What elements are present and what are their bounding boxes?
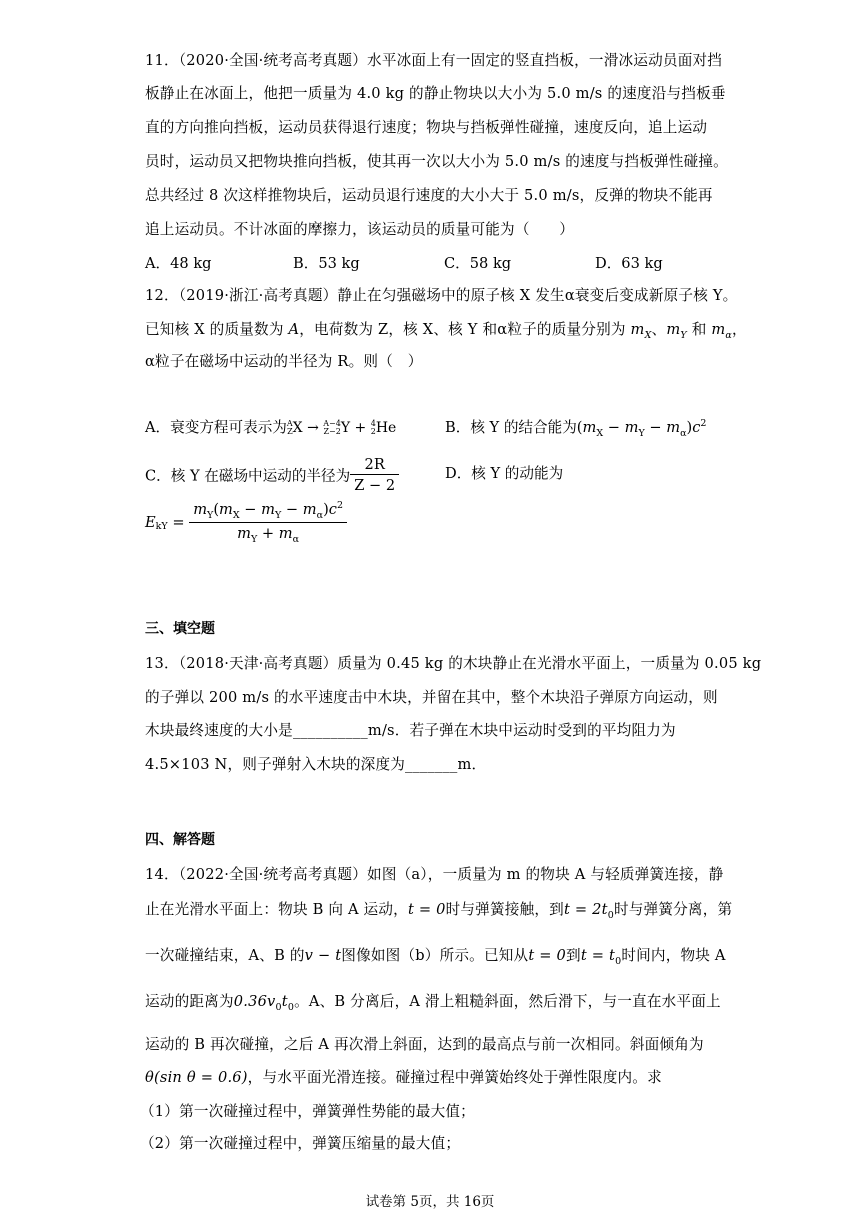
q11-line-4: 员时，运动员又把物块推向挡板，使其再一次以大小为 5.0 m/s 的速度与挡板弹性碰撞。 [145,153,728,170]
q13-line-2: 的子弹以 200 m/s 的水平速度击中木块，并留在其中，整个木块沿子弹原方向运动，则 [145,689,718,706]
q14-line-3-text-e: 到 [566,947,581,964]
q14-line-2-text-a: 止在光滑水平面上：物块 B 向 A 运动， [145,901,408,918]
q14-line-6-text-b: ，与水平面光滑连接。碰撞过程中弹簧始终处于弹性限度内。求 [247,1069,662,1086]
q11-option-b: B．53 kg [293,255,360,272]
q11-option-c: C．58 kg [444,255,512,272]
q12-line-2-text-e: ， [732,321,747,338]
q11-option-d: D．63 kg [595,255,663,272]
q11-option-a: A．48 kg [145,255,212,272]
radius-numerator: 2R [350,456,399,475]
section-3-title: 三、填空题 [145,621,215,637]
q14-v-t: v − t [304,947,342,964]
q14-line-3-text-g: 时间内，物块 A [621,947,726,964]
decay-equation: A ZX → A−4 Z−2Y + 4 2He [286,419,397,436]
q14-distance-t0: t [281,993,288,1010]
radius-denominator: Z − 2 [354,477,396,494]
q11-line-5: 总共经过 8 次这样推物块后，运动员退行速度的大小大于 5.0 m/s，反弹的物块不能再 [145,187,713,204]
q12-line-2-text-a: 已知核 X 的质量数为 [145,321,289,338]
q14-t-equals-0: t = 0 [407,901,446,918]
q14-distance-v0: 0.36v [233,993,276,1010]
q12-option-a-label: A．衰变方程可表示为 [145,419,287,436]
q14-t-equals-t0: t = t [580,947,616,964]
radius-fraction [350,456,399,494]
q14-line-4-text-a: 运动的距离为 [145,993,234,1010]
q12-option-a [145,416,396,437]
q11-line-1: 11．（2020·全国·统考高考真题）水平冰面上有一固定的竖直挡板，一滑冰运动员面对挡 [145,52,723,69]
q12-line-2-text-d: 和 [686,321,712,338]
q14-line-1: 14．（2022·全国·统考高考真题）如图（a），一质量为 m 的物块 A 与轻质弹簧连接，静 [145,866,724,883]
q13-line-4: 4.5×103 N，则子弹射入木块的深度为_______m． [145,756,487,773]
q14-line-3-text-a: 一次碰撞结束，A、B 的 [145,947,305,964]
q14-t-equals-2t0: t = 2t [563,901,608,918]
q11-line-6: 追上运动员。不计冰面的摩擦力，该运动员的质量可能为（ ） [145,221,575,238]
q11-line-2: 板静止在冰面上，他把一质量为 4.0 kg 的静止物块以大小为 5.0 m/s 的速度沿与挡板垂 [145,85,726,102]
binding-energy-formula: $(m_X - m_Y - m_\alpha)c^2$ [576,418,707,439]
q14-line-2-text-e: 时与弹簧分离，第 [613,901,733,918]
q14-line-3-text-c: 图像如图（b）所示。已知从 [341,947,529,964]
q12-line-3: α粒子在磁场中运动的半径为 R。则（ ） [145,353,423,370]
page-footer: 试卷第 5页，共 16页 [365,1194,495,1210]
section-4-title: 四、解答题 [145,832,215,848]
kinetic-energy-formula: $E_{kY}$ = $\frac{m_Y(m_X - m_Y - m_\alpha)c^2}{m_Y + m_\alpha}$ [145,500,347,545]
q12-line-1: 12．（2019·浙江·高考真题）静止在匀强磁场中的原子核 X 发生α衰变后变成新原子核 Y。 [145,287,738,304]
q13-line-3: 木块最终速度的大小是__________m/s．若子弹在木块中运动时受到的平均阻力为 [145,722,676,739]
q12-line-2-text-b: ，电荷数为 Z，核 X、核 Y 和α粒子的质量分别为 [299,321,631,338]
q12-option-c-label: C．核 Y 在磁场中运动的半径为 [145,467,351,485]
q12-line-2: 已知核 X 的质量数为 A，电荷数为 Z，核 X、核 Y 和α粒子的质量分别为 $m_X$、$m_Y$ 和 $m_\alpha$， [145,321,747,341]
q14-line-4: 运动的距离为$0.36v_0t_0$。A、B 分离后，A 滑上粗糙斜面，然后滑下，与一直在水平面上 [145,993,721,1013]
q14-line-3: 一次碰撞结束，A、B 的v − t图像如图（b）所示。已知从t = 0到$t = t_0$时间内，物块 A [145,947,726,967]
q11-line-3: 直的方向推向挡板，运动员获得退行速度；物块与挡板弹性碰撞，速度反向，追上运动 [145,119,708,136]
q12-option-c [145,456,399,494]
q14-line-4-text-d: 。A、B 分离后，A 滑上粗糙斜面，然后滑下，与一直在水平面上 [294,993,721,1010]
q14-subquestion-2: （2）第一次碰撞过程中，弹簧压缩量的最大值； [140,1135,461,1152]
q12-option-b-label: B．核 Y 的结合能为 [445,419,577,436]
q12-option-b [445,416,706,439]
q14-line-5: 运动的 B 再次碰撞，之后 A 再次滑上斜面，达到的最高点与前一次相同。斜面倾角为 [145,1036,704,1053]
q12-option-d: D．核 Y 的动能为 [445,465,564,482]
q14-theta: θ(sin θ = 0.6) [145,1069,248,1086]
q14-subquestion-1: （1）第一次碰撞过程中，弹簧弹性势能的最大值； [140,1103,475,1120]
q14-line-2-text-c: 时与弹簧接触，到 [445,901,564,918]
q14-t-equals-0-b: t = 0 [528,947,567,964]
q14-line-6 [145,1066,662,1087]
q14-line-2: 止在光滑水平面上：物块 B 向 A 运动，t = 0时与弹簧接触，到$t = 2t_0$时与弹簧分离，第 [145,901,733,921]
q13-line-1: 13．（2018·天津·高考真题）质量为 0.45 kg 的木块静止在光滑水平面上，一质量为 0.05 kg [145,655,762,672]
q12-line-2-text-c: 、 [651,321,667,338]
